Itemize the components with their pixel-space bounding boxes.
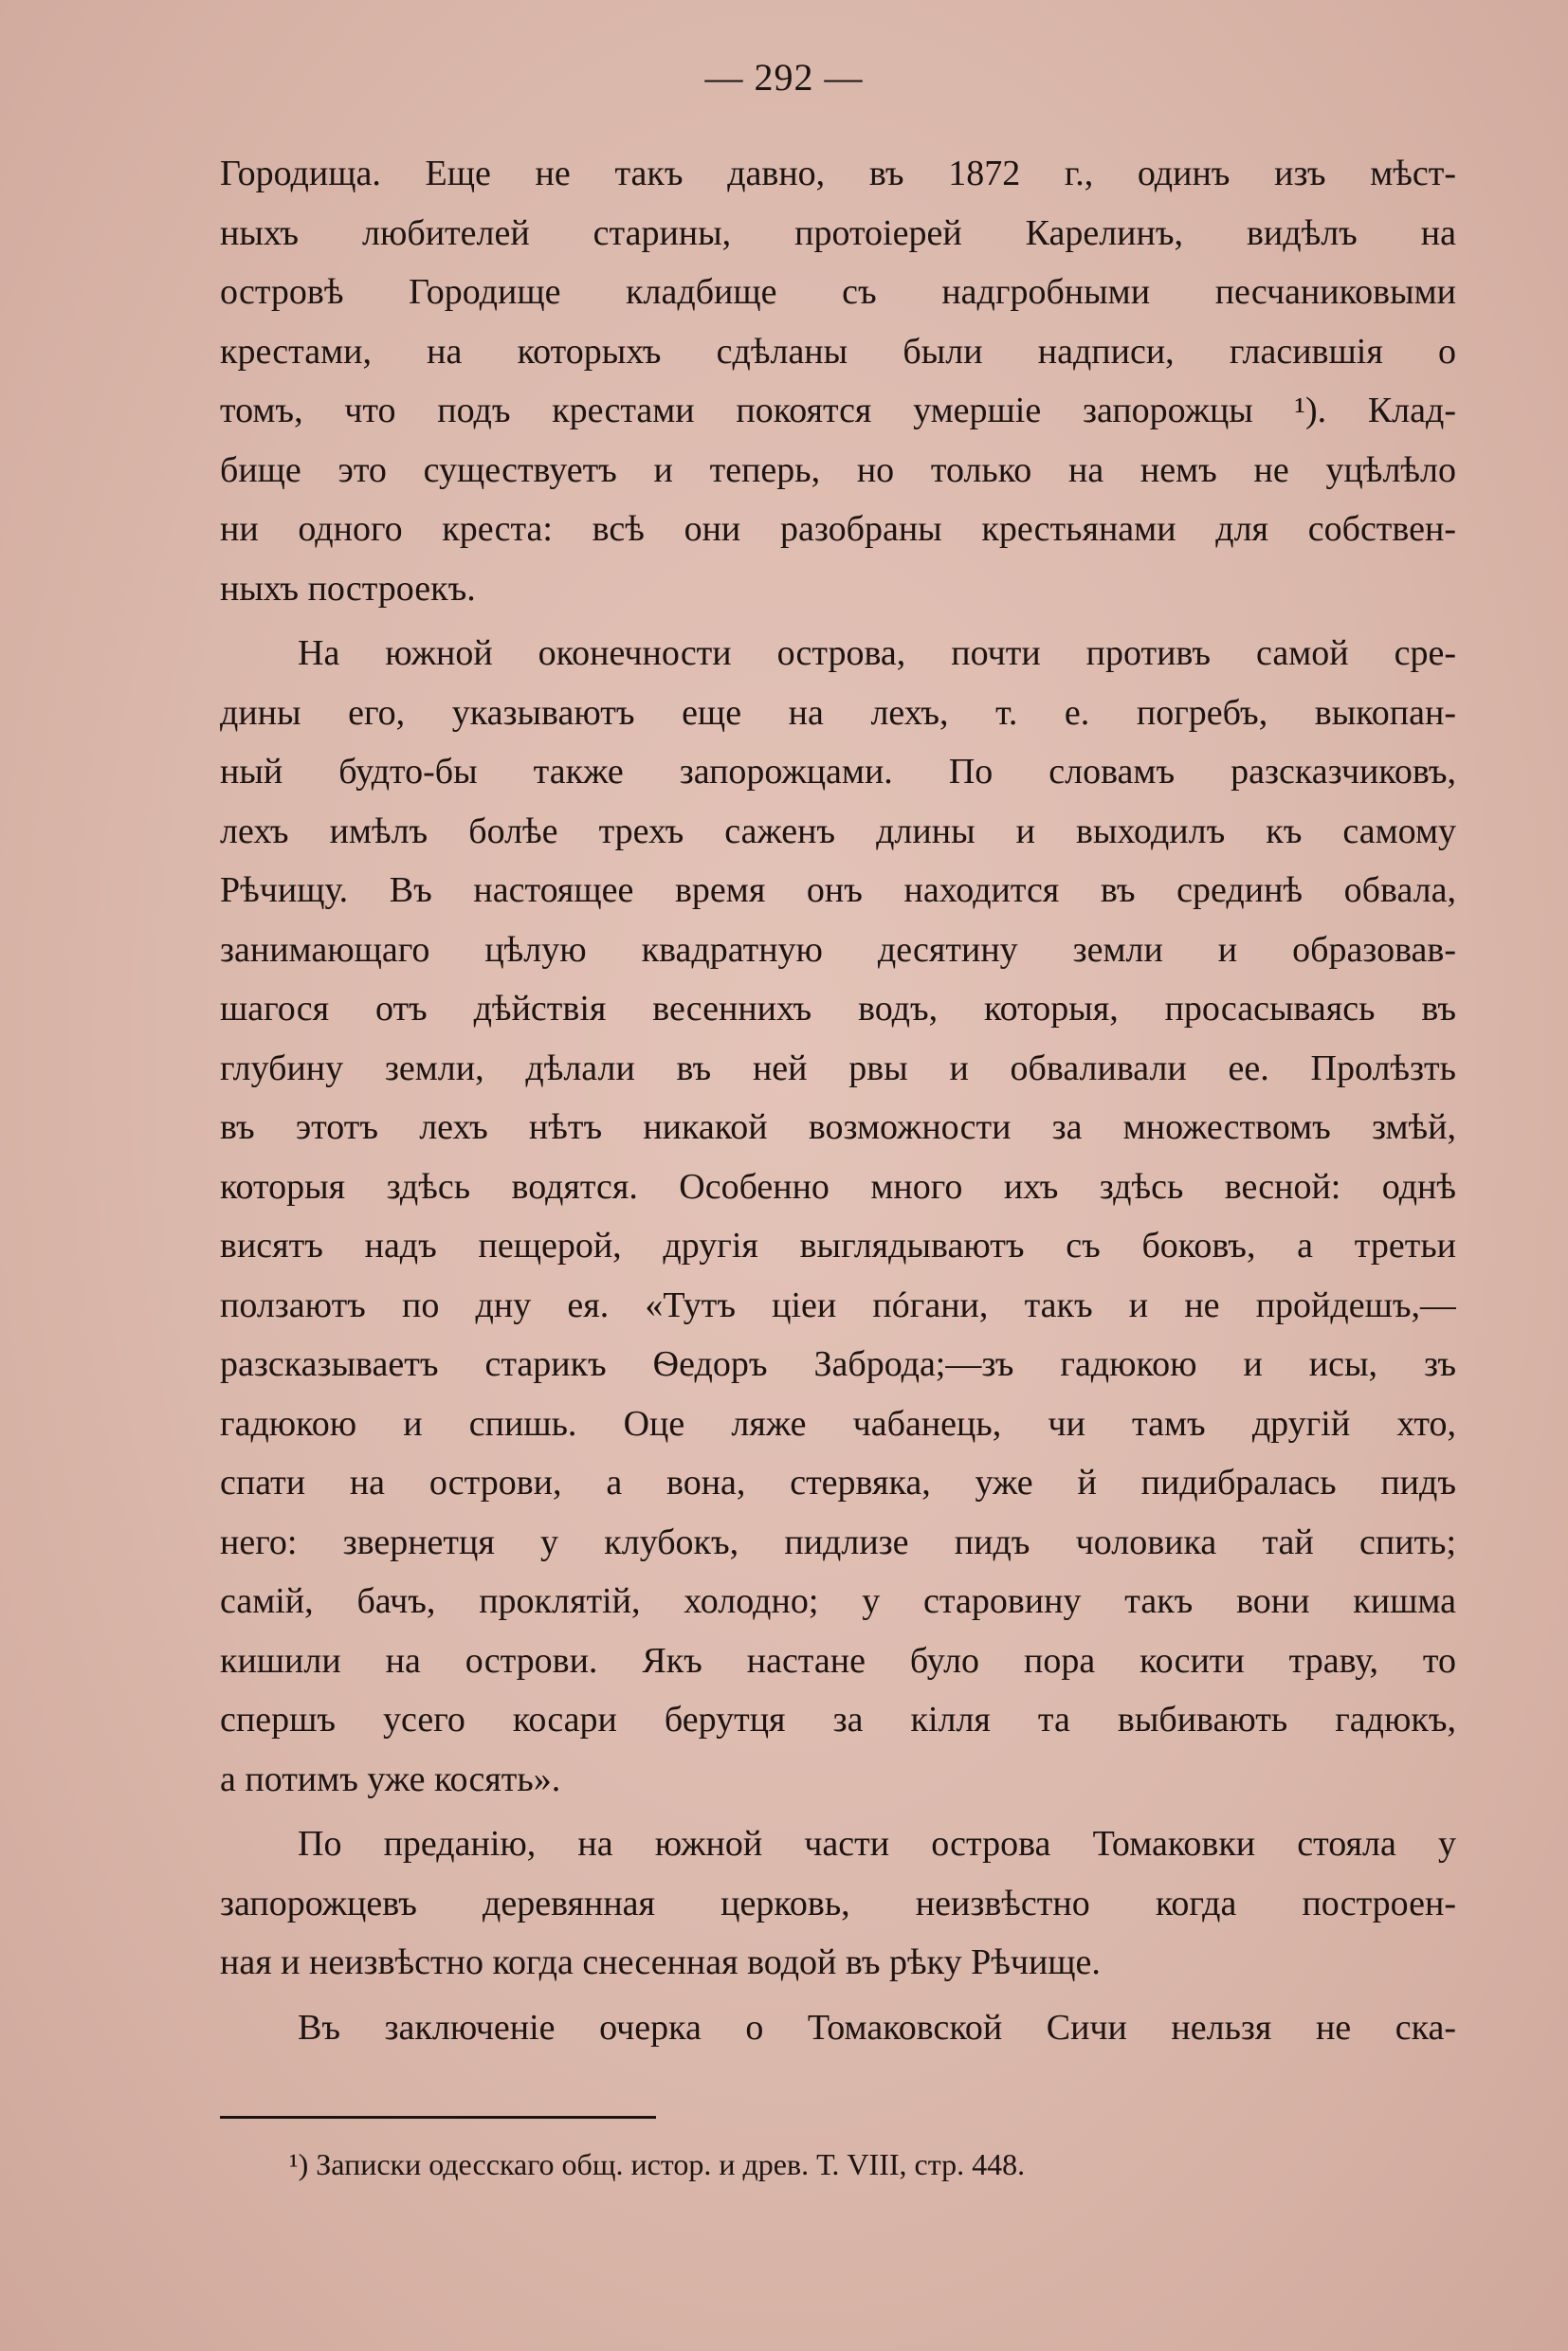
body-text <box>220 144 1456 2057</box>
text-line: томъ, что подъ крестами покоятся умершіе запорожцы ¹). Клад- <box>220 391 1456 430</box>
text-line: самій, бачъ, проклятій, холодно; у старовину такъ вони кишма <box>220 1581 1456 1621</box>
text-line: а потимъ уже косять». <box>220 1759 561 1799</box>
text-line: бище это существуетъ и теперь, но только на немъ не уцѣлѣло <box>220 449 1456 490</box>
text-line: крестами, на которыхъ сдѣланы были надписи, гласившія о <box>220 331 1456 372</box>
text-line: спати на острови, а вона, стервяка, уже й пидибралась пидъ <box>220 1463 1456 1503</box>
text-line: глубину земли, дѣлали въ ней рвы и обваливали ее. Пролѣзть <box>220 1048 1456 1088</box>
text-line: островѣ Городище кладбище съ надгробными песчаниковыми <box>220 272 1456 312</box>
text-line: ныхъ построекъ. <box>220 568 476 609</box>
paragraph <box>220 1998 1456 2058</box>
text-line: него: звернетця у клубокъ, пидлизе пидъ чоловика тай спить; <box>220 1522 1456 1562</box>
text-line: Городища. Еще не такъ давно, въ 1872 г., одинъ изъ мѣст- <box>220 154 1456 193</box>
paragraph <box>220 624 1456 1809</box>
text-line: занимающаго цѣлую квадратную десятину земли и образовав- <box>220 929 1456 970</box>
text-line: ный будто-бы также запорожцами. По словамъ разсказчиковъ, <box>220 752 1456 792</box>
text-line: На южной оконечности острова, почти противъ самой сре- <box>298 633 1456 673</box>
text-line: спершъ усего косари берутця за кілля та выбивають гадюкъ, <box>220 1700 1456 1740</box>
footnote-divider <box>220 2116 656 2119</box>
text-line: въ этотъ лехъ нѣтъ никакой возможности за множествомъ змѣй, <box>220 1107 1456 1147</box>
text-line: По преданію, на южной части острова Томаковки стояла у <box>298 1824 1456 1864</box>
text-line: кишили на острови. Якъ настане було пора косити траву, то <box>220 1640 1456 1681</box>
text-line: ни одного креста: всѣ они разобраны крестьянами для собствен- <box>220 509 1456 549</box>
text-line: запорожцевъ деревянная церковь, неизвѣстно когда построен- <box>220 1883 1456 1923</box>
text-line: шагося отъ дѣйствія весеннихъ водъ, которыя, просасываясь въ <box>220 989 1456 1029</box>
text-line: гадюкою и спишь. Оце ляже чабанець, чи тамъ другій хто, <box>220 1403 1456 1444</box>
page-number: — 292 — <box>704 56 864 99</box>
text-line: ползаютъ по дну ея. «Тутъ ціеи пóгани, такъ и не пройдешъ,— <box>220 1285 1456 1325</box>
paragraph <box>220 144 1456 618</box>
paragraph <box>220 1814 1456 1993</box>
text-line: которыя здѣсь водятся. Особенно много ихъ здѣсь весной: однѣ <box>220 1166 1456 1207</box>
text-line: ная и неизвѣстно когда снесенная водой въ рѣку Рѣчище. <box>220 1942 1101 1982</box>
footnote: ¹) Записки одесскаго общ. истор. и древ. Т. VIII, стр. 448. <box>289 2147 1026 2181</box>
text-line: лехъ имѣлъ болѣе трехъ саженъ длины и выходилъ къ самому <box>220 811 1456 851</box>
text-line: Рѣчищу. Въ настоящее время онъ находится въ срединѣ обвала, <box>220 870 1456 910</box>
text-line: висятъ надъ пещерой, другія выглядываютъ съ боковъ, а третьи <box>220 1226 1456 1266</box>
text-line: разсказываетъ старикъ Ѳедоръ Заброда;—зъ гадюкою и исы, зъ <box>220 1344 1456 1384</box>
text-line: Въ заключеніе очерка о Томаковской Сичи нельзя не ска- <box>298 2007 1456 2048</box>
text-line: дины его, указываютъ еще на лехъ, т. е. погребъ, выкопан- <box>220 692 1456 733</box>
text-line: ныхъ любителей старины, протоіерей Карелинъ, видѣлъ на <box>220 212 1456 253</box>
